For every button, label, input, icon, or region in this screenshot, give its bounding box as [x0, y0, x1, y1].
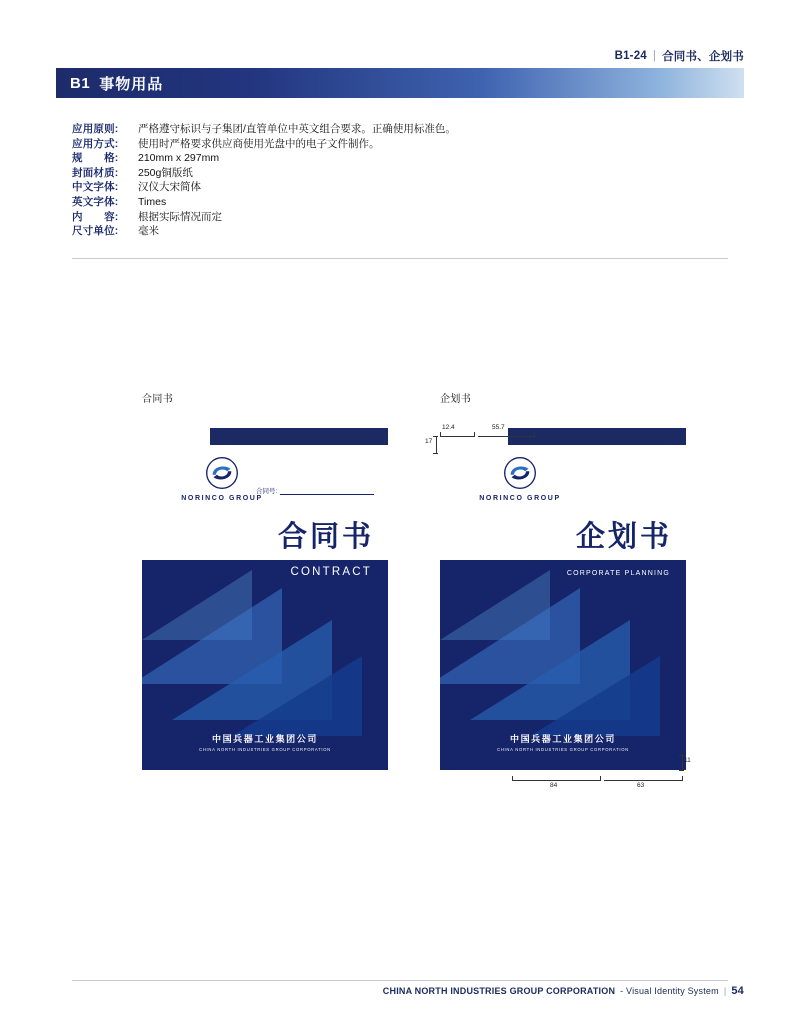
header-section-code: B1-24 — [614, 50, 647, 62]
decor-triangle-3 — [232, 656, 362, 736]
page-header — [615, 48, 744, 64]
dim-value-left-vertical: 17 — [425, 438, 433, 445]
spec-row — [72, 151, 456, 166]
dim-line-top-left — [440, 436, 474, 437]
norinco-logo-icon — [205, 456, 239, 490]
cover-company-lockup — [142, 732, 388, 752]
logo-lockup — [472, 456, 568, 502]
spec-label: 应用方式: — [72, 137, 119, 150]
footer-page-number: 54 — [731, 985, 744, 997]
dim-line-bottom-right — [604, 780, 682, 781]
divider-bottom — [72, 980, 728, 981]
section-title: 事物用品 — [99, 75, 164, 93]
dim-line-right-vertical — [682, 755, 683, 771]
dim-value-top-right: 55.7 — [492, 424, 505, 431]
dim-tick — [679, 770, 684, 771]
sample-caption-planning: 企划书 — [440, 394, 472, 405]
logo-lockup — [174, 456, 270, 502]
footer-system: - Visual Identity System — [620, 986, 719, 996]
dim-line-left-vertical — [436, 436, 437, 454]
decor-triangle-3 — [530, 656, 660, 736]
spec-row — [72, 195, 456, 210]
dim-tick — [679, 755, 684, 756]
spec-label: 内 容: — [72, 210, 119, 223]
company-name-cn: 中国兵器工业集团公司 — [211, 734, 318, 744]
spec-label: 规 格: — [72, 152, 119, 165]
spec-row — [72, 210, 456, 225]
spec-value: 使用时严格要求供应商使用光盘中的电子文件制作。 — [138, 137, 380, 150]
dim-tick — [600, 776, 601, 781]
dim-line-top-right — [478, 436, 534, 437]
cover-bottom-navy-area — [440, 560, 686, 770]
cover-title-cn: 合同书 — [277, 519, 374, 553]
dim-tick — [433, 436, 438, 437]
section-code: B1 — [70, 74, 91, 92]
company-name-en: CHINA NORTH INDUSTRIES GROUP CORPORATION — [199, 747, 331, 752]
cover-title-en: CONTRACT — [290, 566, 372, 578]
dim-tick — [433, 453, 438, 454]
spec-label: 应用原则: — [72, 123, 119, 135]
dim-line-bottom-left — [512, 780, 600, 781]
contract-number-label: 合同号: — [256, 488, 278, 495]
section-title-band — [56, 68, 744, 98]
header-section-title: 合同书、企划书 — [662, 51, 744, 63]
page-footer — [383, 985, 744, 997]
cover-title-cn: 企划书 — [575, 519, 672, 553]
spec-value: 毫米 — [138, 225, 159, 238]
spec-value: 汉仪大宋简体 — [138, 181, 201, 194]
company-name-cn: 中国兵器工业集团公司 — [509, 734, 616, 744]
contract-cover-mockup — [142, 428, 388, 770]
dim-tick — [440, 432, 441, 437]
sample-caption-contract: 合同书 — [142, 394, 174, 405]
contract-number-field — [256, 486, 374, 495]
spec-row — [72, 224, 456, 239]
spec-value: Times — [138, 195, 167, 208]
dim-tick — [682, 776, 683, 781]
cover-title-en: CORPORATE PLANNING — [566, 570, 670, 577]
footer-company: CHINA NORTH INDUSTRIES GROUP CORPORATION — [382, 986, 616, 996]
spec-row — [72, 122, 456, 137]
norinco-logo-icon — [503, 456, 537, 490]
spec-row — [72, 166, 456, 181]
cover-bottom-navy-area — [142, 560, 388, 770]
divider-top — [72, 258, 728, 259]
dim-value-bottom-left: 84 — [550, 782, 558, 789]
footer-separator: | — [723, 986, 727, 996]
dim-tick — [474, 432, 475, 437]
spec-label: 尺寸单位: — [72, 225, 119, 238]
cover-company-lockup — [440, 732, 686, 752]
header-separator: | — [652, 50, 657, 62]
logo-wordmark: NORINCO GROUP — [479, 495, 561, 502]
spec-value: 严格遵守标识与子集团/直管单位中英文组合要求。正确使用标准色。 — [138, 123, 456, 135]
spec-row — [72, 180, 456, 195]
logo-wordmark: NORINCO GROUP — [181, 495, 263, 502]
dim-value-bottom-right: 63 — [637, 782, 645, 789]
spec-value: 根据实际情况而定 — [138, 210, 222, 223]
dim-tick — [534, 432, 535, 437]
cover-top-navy-strip — [210, 428, 388, 445]
spec-row — [72, 137, 456, 152]
dim-value-right-vertical: 11 — [684, 757, 691, 764]
spec-value: 210mm x 297mm — [138, 152, 220, 165]
company-name-en: CHINA NORTH INDUSTRIES GROUP CORPORATION — [497, 747, 629, 752]
spec-value: 250g铜版纸 — [138, 166, 193, 179]
spec-label: 封面材质: — [72, 166, 119, 179]
planning-cover-mockup — [440, 428, 686, 770]
contract-number-rule — [280, 486, 374, 495]
spec-label: 英文字体: — [72, 195, 119, 208]
specification-list — [72, 122, 456, 239]
spec-label: 中文字体: — [72, 181, 119, 194]
dim-value-top-left: 12.4 — [442, 424, 455, 431]
dim-tick — [512, 776, 513, 781]
